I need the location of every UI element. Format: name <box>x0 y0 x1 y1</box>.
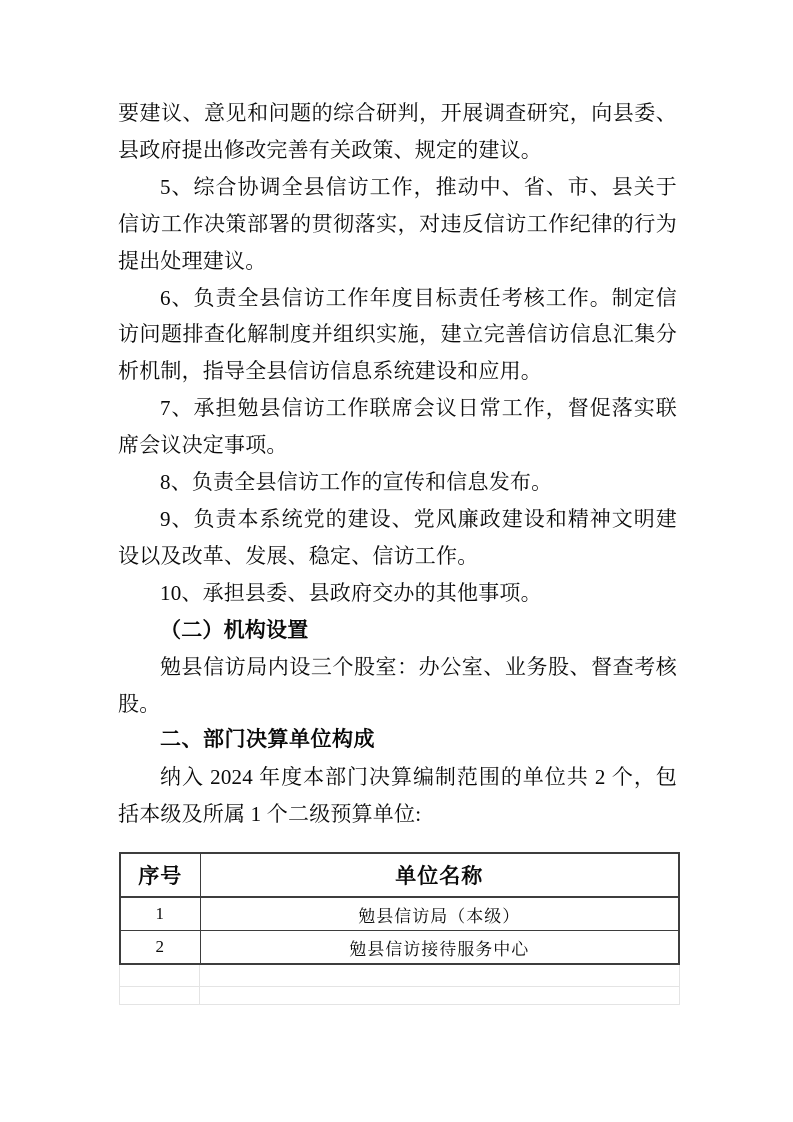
empty-cell <box>120 987 200 1005</box>
empty-table-row <box>120 965 680 987</box>
section-heading: （二）机构设置 <box>160 617 309 642</box>
serial-header-cell: 序号 <box>120 853 200 897</box>
table-row <box>120 897 679 931</box>
empty-cell <box>200 965 680 987</box>
table-row <box>120 931 679 965</box>
document-body <box>118 95 677 833</box>
document-content <box>118 95 677 1005</box>
paragraph: 纳入 2024 年度本部门决算编制范围的单位共 2 个，包括本级及所属 1 个二级预算单位: <box>118 765 677 827</box>
unit-name-cell: 勉县信访局（本级） <box>200 897 679 931</box>
section-heading: 二、部门决算单位构成 <box>160 728 375 752</box>
paragraph: 5、综合协调全县信访工作，推动中、省、市、县关于信访工作决策部署的贯彻落实，对违反信访工作纪律的行为提出处理建议。 <box>118 174 677 273</box>
unit-name-cell: 勉县信访接待服务中心 <box>200 931 679 965</box>
empty-table-row <box>120 987 680 1005</box>
units-table <box>119 852 680 965</box>
unit-name-header-cell: 单位名称 <box>200 853 679 897</box>
units-table-header-row <box>120 853 679 897</box>
serial-cell: 1 <box>120 897 200 931</box>
paragraph: 要建议、意见和问题的综合研判，开展调查研究，向县委、县政府提出修改完善有关政策、规定的建议。 <box>118 101 677 162</box>
serial-cell: 2 <box>120 931 200 965</box>
paragraph: 8、负责全县信访工作的宣传和信息发布。 <box>160 470 553 495</box>
paragraph: 9、负责本系统党的建设、党风廉政建设和精神文明建设以及改革、发展、稳定、信访工作。 <box>118 506 677 568</box>
paragraph: 10、承担县委、县政府交办的其他事项。 <box>160 580 542 605</box>
units-table-body <box>120 897 679 964</box>
paragraph: 勉县信访局内设三个股室：办公室、业务股、督查考核股。 <box>118 654 677 716</box>
empty-cell <box>200 987 680 1005</box>
empty-cell <box>120 965 200 987</box>
ghost-empty-grid <box>119 965 680 1005</box>
ghost-table-body <box>120 965 680 1005</box>
paragraph: 6、负责全县信访工作年度目标责任考核工作。制定信访问题排查化解制度并组织实施，建立完善信访信息汇集分析机制，指导全县信访信息系统建设和应用。 <box>118 285 677 384</box>
paragraph: 7、承担勉县信访工作联席会议日常工作，督促落实联席会议决定事项。 <box>118 396 677 458</box>
